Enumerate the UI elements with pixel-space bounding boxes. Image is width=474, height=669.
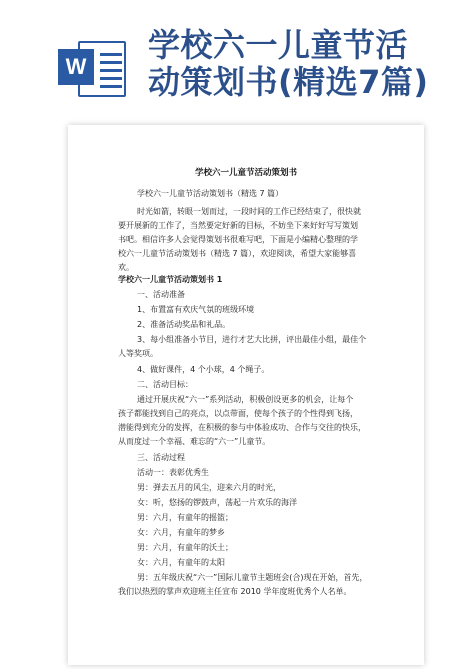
banner-header (0, 0, 474, 118)
document-line: 1、布置富有欢庆气氛的班级环境 (137, 305, 255, 314)
document-line: 男：弹去五月的风尘，迎来六月的时光， (137, 483, 281, 492)
banner-title-line-2: 动策划书(精选7篇) (148, 63, 429, 101)
document-title: 学校六一儿童节活动策划书 (194, 168, 297, 178)
word-document-icon (58, 37, 128, 99)
document-line: 男：六月，有童年的沃土； (137, 543, 233, 552)
document-line: 男：五年级庆祝“六一”国际儿童节主题班会(合)现在开始，首先， (137, 573, 368, 582)
document-line: 女：六月，有童年的梦乡 (137, 528, 225, 537)
document-line: 书吧。相信许多人会觉得策划书很难写吧，下面是小编精心整理的学 (118, 235, 358, 244)
document-line: 三、活动过程 (137, 453, 185, 462)
document-line: 校六一儿童节活动策划书（精选 7 篇），欢迎阅读，希望大家能够喜 (118, 249, 357, 258)
document-line: 欢。 (118, 263, 134, 272)
document-line: 女：听，悠扬的锣鼓声，荡起一片欢乐的海洋 (137, 498, 297, 507)
document-line: 要开展新的工作了，当然要定好新的目标，不妨坐下来好好写写策划 (118, 221, 358, 230)
document-line: 二、活动目标： (137, 380, 193, 389)
document-line: 潜能得到充分的发挥，在积极的参与中体验成功、合作与交往的快乐， (118, 423, 366, 432)
document-line: 一、活动准备 (137, 290, 185, 299)
document-line: 通过开展庆祝“六一”系列活动，积极创设更多的机会，让每个 (137, 395, 354, 404)
document-line: 2、准备活动奖品和礼品。 (137, 320, 231, 329)
document-preview (68, 125, 424, 665)
document-line: 4、做好课件，4 个小球，4 个绳子。 (137, 365, 270, 374)
document-line: 我们以热烈的掌声欢迎班主任宣布 2010 学年度班优秀个人名单。 (118, 587, 352, 596)
document-line: 男：六月，有童年的摇篮； (137, 513, 233, 522)
document-line: 学校六一儿童节活动策划书（精选 7 篇） (137, 189, 284, 198)
document-line: 活动一：表彰优秀生 (137, 468, 209, 477)
document-line: 从而度过一个幸福、难忘的“六一”儿童节。 (118, 437, 271, 446)
banner-title (148, 27, 468, 101)
document-line: 女：六月，有童年的太阳 (137, 558, 225, 567)
word-logo-badge: W (58, 49, 94, 85)
section-heading: 学校六一儿童节活动策划书 1 (118, 275, 223, 284)
banner-title-line-1: 学校六一儿童节活 (148, 26, 409, 64)
document-line: 人等奖项。 (118, 349, 158, 358)
document-line: 3、每小组准备小节目，进行才艺大比拼，评出最佳小组，最佳个 (137, 335, 367, 344)
document-line: 孩子都能找到自己的亮点，以点带面，使每个孩子的个性得到飞扬， (118, 409, 358, 418)
document-line: 时光如箭，转眼一划而过，一段时间的工作已经结束了，很快就 (137, 207, 361, 216)
